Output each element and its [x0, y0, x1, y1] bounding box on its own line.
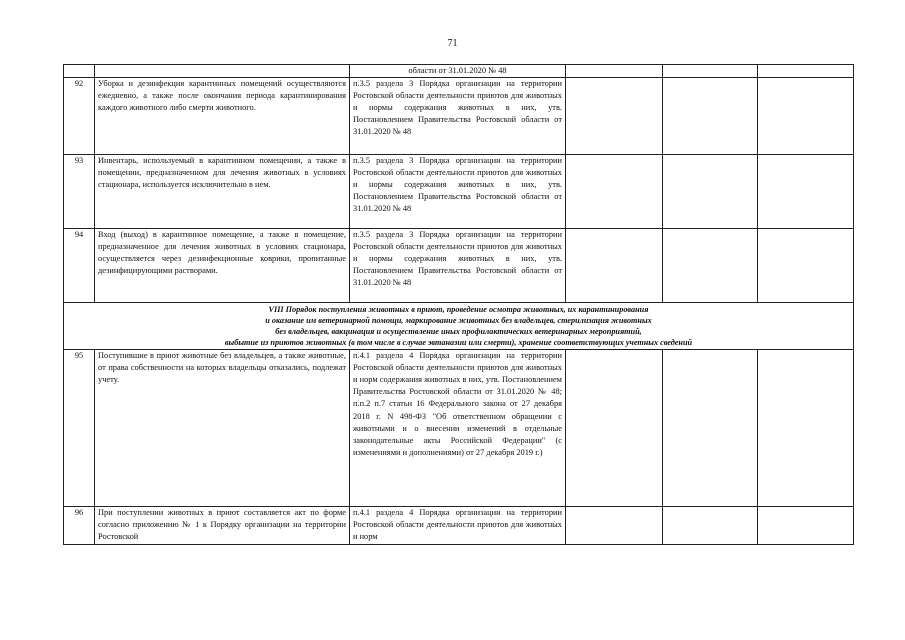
- requirement-cell: Уборка и дезинфекция карантинных помещений осуществляются ежедневно, а также после окончания периода карантинирования каждого животного либо смерти животного.: [95, 78, 350, 155]
- requirement-cell: [95, 65, 350, 78]
- empty-cell: [663, 65, 758, 78]
- section-heading-line: VIII Порядок поступления животных в приют, проведение осмотра животных, их карантинирования: [268, 305, 649, 315]
- reference-cell: п.4.1 раздела 4 Порядка организации на территории Ростовской области деятельности приютов для животных и норм содержания животных в них, утв. Постановлением Правительства Ростовской области от 31.01.2020 № 48; п.п.2 п.7 статьи 16 Федерального закона от 27 декабря 2018 г. N 498-ФЗ "Об ответственном обращении с животными и о внесении изменений в отдельные законодательные акты Российской Федерации" (с изменениями и дополнениями) от 27 декабря 2019 г.): [350, 350, 566, 507]
- table-row: [64, 155, 854, 229]
- requirement-cell: Вход (выход) в карантинное помещение, а также в помещение, предназначенное для лечения животных в условиях стационара, осуществляется через дезинфекционные коврики, пропитанные дезинфицирующими растворами.: [95, 229, 350, 303]
- empty-cell: [566, 65, 663, 78]
- table-row: [64, 65, 854, 78]
- empty-cell: [758, 155, 854, 229]
- requirements-table: [63, 64, 854, 545]
- requirement-cell: Инвентарь, используемый в карантинном помещении, а также в помещении, предназначенном для лечения животных в условиях стационара, используется исключительно в нем.: [95, 155, 350, 229]
- empty-cell: [566, 78, 663, 155]
- reference-cell: п.3.5 раздела 3 Порядка организации на территории Ростовской области деятельности приютов для животных и нормы содержания животных в них, утв. Постановлением Правительства Ростовской области от 31.01.2020 № 48: [350, 229, 566, 303]
- empty-cell: [758, 78, 854, 155]
- empty-cell: [663, 507, 758, 545]
- empty-cell: [758, 65, 854, 78]
- empty-cell: [758, 229, 854, 303]
- table-row: [64, 350, 854, 507]
- row-number: 92: [64, 78, 95, 155]
- empty-cell: [566, 155, 663, 229]
- row-number: 93: [64, 155, 95, 229]
- reference-cell: области от 31.01.2020 № 48: [350, 65, 566, 78]
- empty-cell: [566, 229, 663, 303]
- table-row: [64, 229, 854, 303]
- page-number: 71: [447, 38, 458, 49]
- row-number: [64, 65, 95, 78]
- empty-cell: [566, 507, 663, 545]
- section-heading-line: выбытие из приютов животных (в том числе в случае эвтаназии или смерти), хранение соответствующих учетных сведений: [224, 338, 693, 348]
- empty-cell: [663, 229, 758, 303]
- section-heading-row: [64, 303, 854, 350]
- requirement-cell: При поступлении животных в приют составляется акт по форме согласно приложению № 1 к Порядку организации на территории Ростовской: [95, 507, 350, 545]
- table-row: [64, 78, 854, 155]
- row-number: 96: [64, 507, 95, 545]
- reference-cell: п.3.5 раздела 3 Порядка организации на территории Ростовской области деятельности приютов для животных и нормы содержания животных в них, утв. Постановлением Правительства Ростовской области от 31.01.2020 № 48: [350, 155, 566, 229]
- empty-cell: [566, 350, 663, 507]
- reference-cell: п.3.5 раздела 3 Порядка организации на территории Ростовской области деятельности приютов для животных и нормы содержания животных в них, утв. Постановлением Правительства Ростовской области от 31.01.2020 № 48: [350, 78, 566, 155]
- section-heading-line: без владельцев, вакцинация и осуществление иных профилактических ветеринарных мероприятий,: [275, 327, 642, 337]
- empty-cell: [758, 507, 854, 545]
- empty-cell: [758, 350, 854, 507]
- empty-cell: [663, 155, 758, 229]
- row-number: 94: [64, 229, 95, 303]
- row-number: 95: [64, 350, 95, 507]
- reference-cell: п.4.1 раздела 4 Порядка организации на территории Ростовской области деятельности приютов для животных и норм: [350, 507, 566, 545]
- empty-cell: [663, 78, 758, 155]
- section-heading-line: и оказание им ветеринарной помощи, маркирование животных без владельцев, стерилизация животных: [265, 316, 652, 326]
- table-row: [64, 507, 854, 545]
- section-heading: [64, 303, 854, 350]
- requirement-cell: Поступившие в приют животные без владельцев, а также животные, от права собственности на которых владельцы отказались, подлежат учету.: [95, 350, 350, 507]
- empty-cell: [663, 350, 758, 507]
